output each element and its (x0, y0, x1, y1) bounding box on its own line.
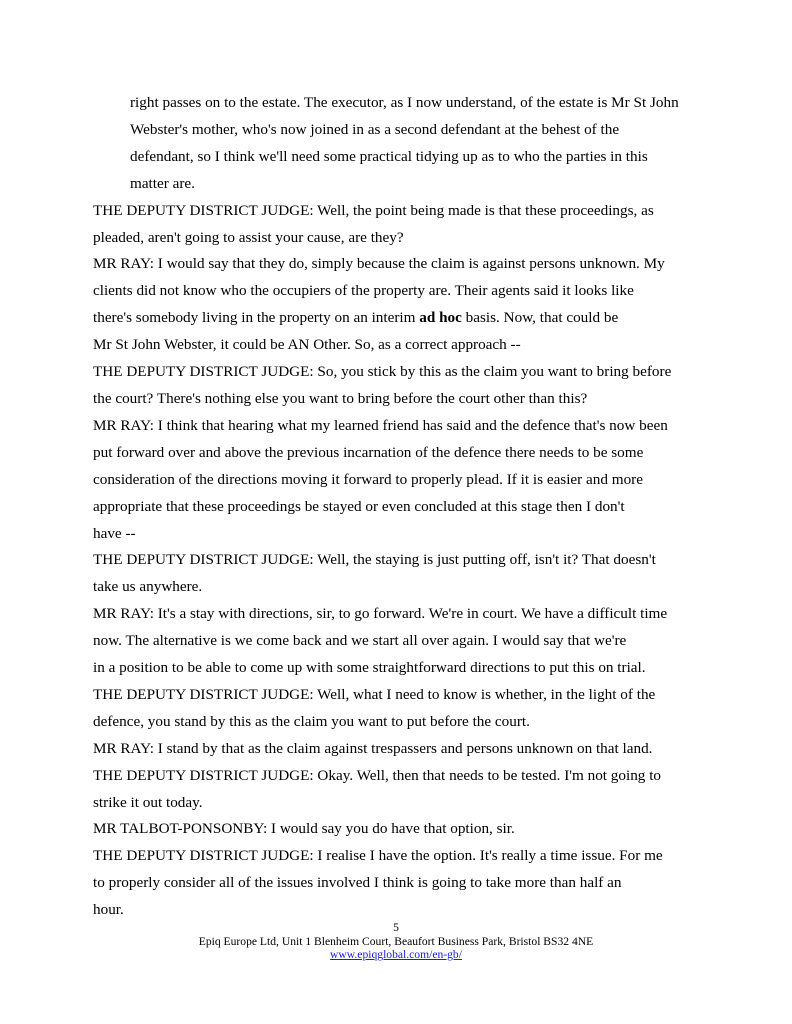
transcript-text: basis. Now, that could be (461, 309, 619, 327)
transcript-line: MR TALBOT-PONSONBY: I would say you do have that option, sir. (93, 820, 515, 838)
transcript-line: MR RAY: It's a stay with directions, sir, to go forward. We're in court. We have a difficult time (93, 605, 668, 623)
transcript-line: now. The alternative is we come back and we start all over again. I would say that we're (93, 632, 627, 650)
transcript-line: THE DEPUTY DISTRICT JUDGE: Okay. Well, then that needs to be tested. I'm not going to (93, 766, 662, 784)
transcript-line: MR RAY: I think that hearing what my learned friend has said and the defence that's now been (93, 416, 668, 434)
transcript-line: the court? There's nothing else you want to bring before the court other than this? (93, 389, 588, 407)
transcript-line: right passes on to the estate. The executor, as I now understand, of the estate is Mr St John (130, 94, 679, 111)
transcript-paragraph (93, 251, 703, 359)
transcript-paragraph (93, 359, 703, 413)
transcript-line (93, 305, 703, 332)
latin-term-bold: ad hoc (419, 309, 462, 327)
page-number: 5 (393, 921, 399, 934)
transcript-line: matter are. (130, 174, 195, 192)
transcript-line: in a position to be able to come up with some straightforward directions to put this on trial. (93, 659, 646, 677)
transcript-line: defendant, so I think we'll need some practical tidying up as to who the parties in this (130, 147, 648, 165)
transcript-paragraph (93, 843, 703, 924)
transcript-body (93, 90, 703, 924)
transcript-line: Mr St John Webster, it could be AN Other. So, as a correct approach -- (93, 336, 521, 354)
transcript-paragraph (93, 198, 703, 252)
transcript-line: consideration of the directions moving it forward to properly plead. If it is easier and more (93, 470, 643, 488)
transcript-paragraph (93, 90, 703, 198)
footer-website-link[interactable]: www.epiqglobal.com/en-gb/ (330, 948, 462, 961)
transcript-line: Webster's mother, who's now joined in as a second defendant at the behest of the (130, 120, 620, 138)
transcript-line: hour. (93, 901, 124, 919)
transcript-line: have -- (93, 524, 136, 542)
transcript-line: clients did not know who the occupiers of the property are. Their agents said it looks like (93, 282, 634, 300)
transcript-line: THE DEPUTY DISTRICT JUDGE: I realise I have the option. It's really a time issue. For me (93, 847, 663, 865)
transcript-line: appropriate that these proceedings be stayed or even concluded at this stage then I don't (93, 497, 625, 515)
transcript-line: THE DEPUTY DISTRICT JUDGE: Well, the staying is just putting off, isn't it? That doesn't (93, 551, 656, 569)
footer-company-address: Epiq Europe Ltd, Unit 1 Blenheim Court, Beaufort Business Park, Bristol BS32 4NE (198, 935, 594, 948)
transcript-line: THE DEPUTY DISTRICT JUDGE: Well, the point being made is that these proceedings, as (93, 201, 654, 219)
transcript-paragraph (93, 682, 703, 736)
transcript-line: MR RAY: I stand by that as the claim against trespassers and persons unknown on that land. (93, 739, 653, 757)
transcript-line: take us anywhere. (93, 578, 203, 596)
transcript-line: defence, you stand by this as the claim you want to put before the court. (93, 712, 530, 730)
transcript-line: put forward over and above the previous incarnation of the defence there needs to be some (93, 443, 644, 461)
transcript-line: strike it out today. (93, 793, 203, 811)
transcript-line: MR RAY: I would say that they do, simply because the claim is against persons unknown. My (93, 255, 665, 273)
transcript-paragraph (93, 547, 703, 601)
transcript-paragraph (93, 413, 703, 548)
transcript-text: there's somebody living in the property on an interim (93, 309, 420, 327)
transcript-line: THE DEPUTY DISTRICT JUDGE: Well, what I need to know is whether, in the light of the (93, 685, 656, 703)
transcript-line: THE DEPUTY DISTRICT JUDGE: So, you stick by this as the claim you want to bring before (93, 363, 672, 381)
transcript-paragraph (93, 816, 703, 843)
transcript-paragraph (93, 763, 703, 817)
transcript-paragraph (93, 601, 703, 682)
transcript-line: pleaded, aren't going to assist your cause, are they? (93, 228, 404, 246)
transcript-paragraph (93, 736, 703, 763)
transcript-line: to properly consider all of the issues involved I think is going to take more than half an (93, 874, 622, 892)
